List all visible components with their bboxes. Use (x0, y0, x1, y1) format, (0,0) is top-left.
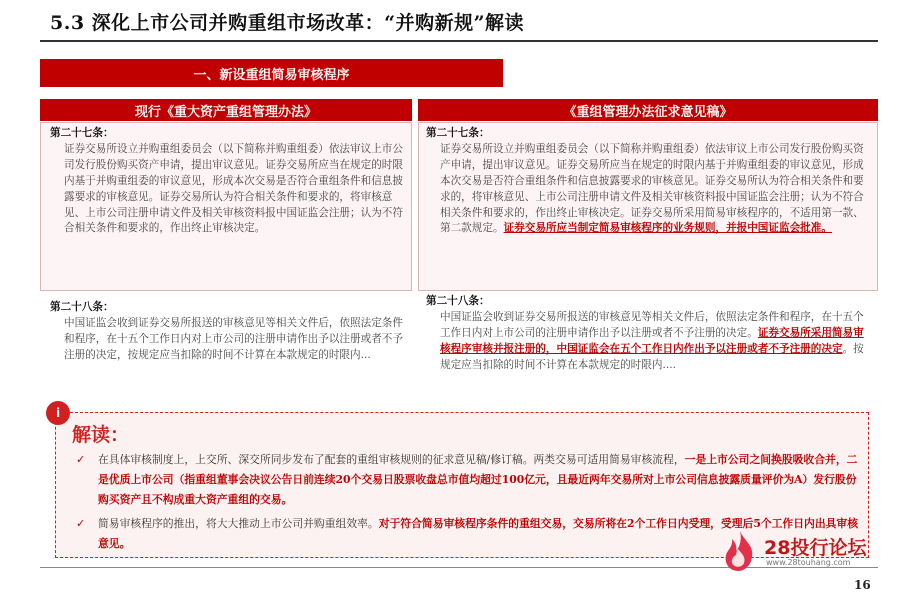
bullet-1-emphasis: 一是上市公司之间换股吸收合并，二是优质上市公司（指重组董事会决议公告日前连续20个交易日股票收盘总市值均超过100亿元，且最近两年交易所对上市公司信息披露质量评价为A）发行股份购买资产且不构成重大资产重组的交易。 (98, 453, 858, 506)
bullet-1-text: 在具体审核制度上，上交所、深交所同步发布了配套的重组审核规则的征求意见稿/修订稿。两类交易可适用简易审核流程， (98, 453, 685, 466)
interpretation-title: 解读： (72, 424, 130, 446)
page-title: 5.3 深化上市公司并购重组市场改革：“并购新规”解读 (50, 12, 525, 34)
right-article-27-content (426, 142, 872, 237)
check-icon: ✓ (76, 517, 86, 530)
right-article-28-body-before: 中国证监会收到证券交易所报送的审核意见等相关文件后，依照法定条件和程序，在十五个工作日内对上市公司的注册申请作出予以注册或者不予注册的决定。 (440, 310, 864, 339)
left-column-header: 现行《重大资产重组管理办法》 (40, 99, 412, 121)
right-article-28-content (426, 310, 872, 374)
left-article-28 (50, 300, 410, 364)
left-article-27-body: 证券交易所设立并购重组委员会（以下简称并购重组委）依法审议上市公司发行股份购买资产申请，提出审议意见。证券交易所应当在规定的时限内基于并购重组委的审议意见，形成本次交易是否符合重组条件和信息披露要求的审核意见。证券交易所认为符合相关条件和要求的，将审核意见、上市公司注册申请文件及相关审核资料报中国证监会注册；认为不符合相关条件和要求的，作出终止审核决定。 (64, 142, 403, 235)
left-article-28-title: 第二十八条： (50, 301, 114, 313)
interpretation-icon: i (46, 401, 70, 425)
watermark-logo (714, 527, 894, 573)
right-article-28-body-after: 。按规定应当扣除的时间不计算在本款规定的时限内.... (440, 342, 864, 371)
right-article-28-title: 第二十八条： (426, 295, 490, 307)
right-article-27-body: 证券交易所设立并购重组委员会（以下简称并购重组委）依法审议上市公司发行股份购买资产申请，提出审议意见。证券交易所应当在规定的时限内基于并购重组委的审议意见，形成本次交易是否符合重组条件和信息披露要求的审核意见。证券交易所认为符合相关条件和要求的，将审核意见、上市公司注册申请文件及相关审核资料报中国证监会注册；认为不符合相关条件和要求的，作出终止审核决定。证券交易所采用简易审核程序的，不适用第一款、第二款规定。 (440, 142, 864, 235)
title-divider (40, 40, 878, 42)
left-article-27 (50, 126, 408, 237)
flame-icon (718, 529, 762, 573)
right-article-27 (426, 126, 872, 237)
watermark-logo-text: 28投行论坛 (764, 537, 867, 559)
interpretation-bullet-1 (76, 450, 860, 510)
right-column-header: 《重组管理办法征求意见稿》 (418, 99, 878, 121)
right-article-28-highlight: 证券交易所采用简易审核程序审核并报注册的，中国证监会在五个工作日内作出予以注册或者不予注册的决定 (440, 326, 864, 355)
check-icon: ✓ (76, 453, 86, 466)
section-banner: 一、新设重组简易审核程序 (40, 59, 503, 87)
left-article-27-title: 第二十七条： (50, 127, 114, 139)
watermark-url: www.28touhang.com (766, 558, 851, 567)
right-article-27-title: 第二十七条： (426, 127, 490, 139)
right-article-27-highlight: 证券交易所应当制定简易审核程序的业务规则，并报中国证监会批准。 (503, 222, 832, 235)
right-article-28 (426, 294, 872, 374)
left-article-28-body: 中国证监会收到证券交易所报送的审核意见等相关文件后，依照法定条件和程序，在十五个工作日内对上市公司的注册申请作出予以注册或者不予注册的决定，按规定应当扣除的时间不计算在本款规定的时限内... (64, 316, 403, 361)
page-number: 16 (854, 578, 871, 592)
bullet-2-text: 简易审核程序的推出，将大大推动上市公司并购重组效率。 (98, 517, 379, 530)
bullet-2-emphasis: 对于符合简易审核程序条件的重组交易，交易所将在2个工作日内受理，受理后5个工作日内出具审核意见。 (98, 517, 859, 550)
